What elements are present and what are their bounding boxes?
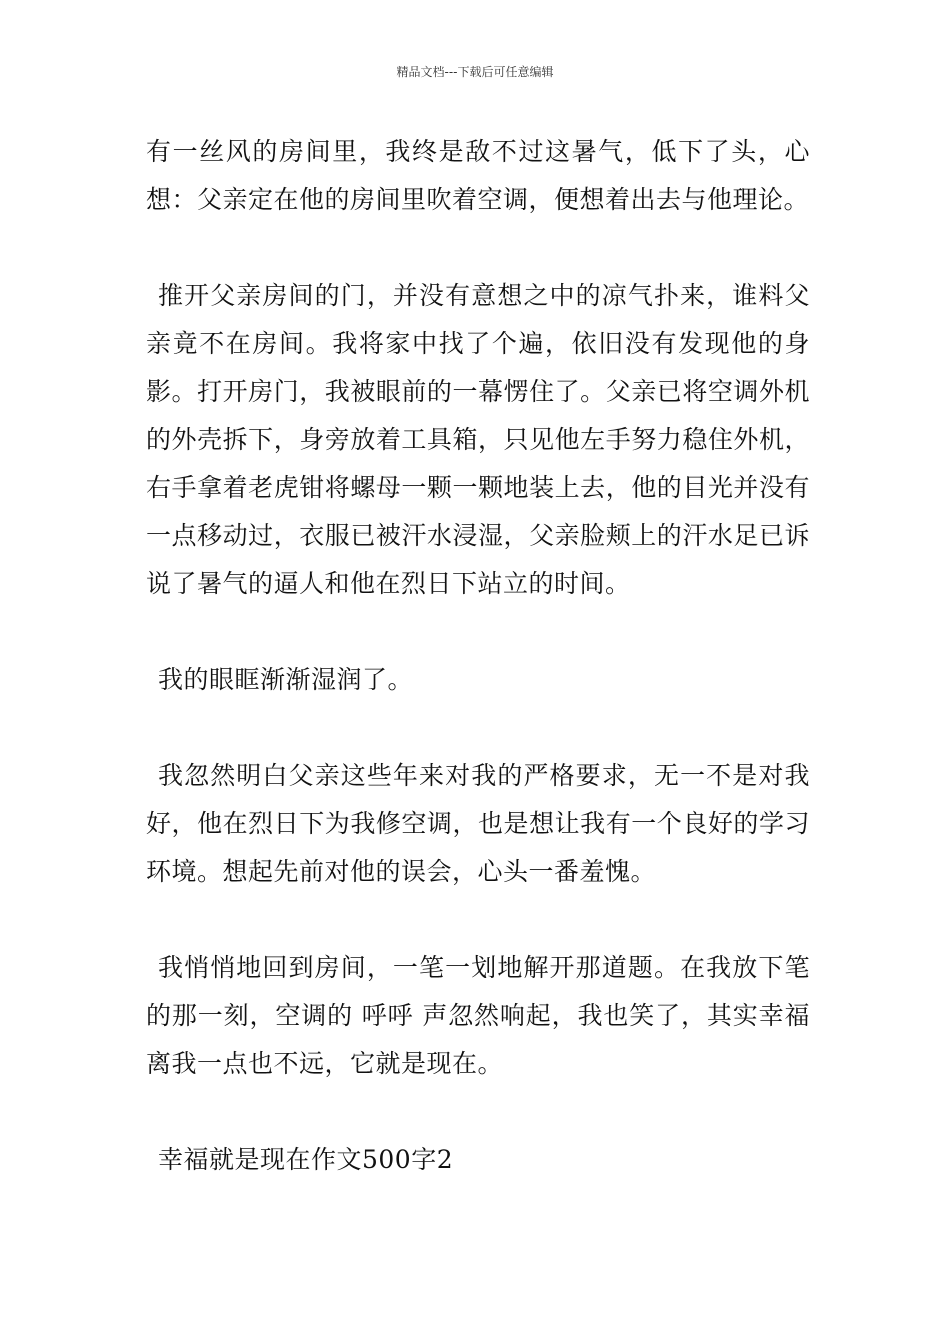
paragraph-spacer bbox=[146, 896, 810, 944]
paragraph-4: 我忽然明白父亲这些年来对我的严格要求，无一不是对我好，他在烈日下为我修空调，也是想让我有一个良好的学习环境。想起先前对他的误会，心头一番羞愧。 bbox=[146, 761, 810, 886]
paragraph-spacer bbox=[146, 704, 810, 752]
paragraph-spacer bbox=[146, 1088, 810, 1136]
paragraph-2: 推开父亲房间的门，并没有意想之中的凉气扑来，谁料父亲竟不在房间。我将家中找了个遍，依旧没有发现他的身影。打开房门，我被眼前的一幕愣住了。父亲已将空调外机的外壳拆下，身旁放着工具箱，只见他左手努力稳住外机，右手拿着老虎钳将螺母一颗一颗地装上去，他的目光并没有一点移动过，衣服已被汗水浸湿，父亲脸颊上的汗水足已诉说了暑气的逼人和他在烈日下站立的时间。 bbox=[146, 281, 810, 598]
page-header: 精品文档---下载后可任意编辑 bbox=[396, 65, 554, 79]
paragraph-1: 有一丝风的房间里，我终是敌不过这暑气，低下了头，心想：父亲定在他的房间里吹着空调，便想着出去与他理论。 bbox=[146, 137, 810, 214]
paragraph-spacer bbox=[146, 608, 810, 656]
document-body bbox=[146, 128, 810, 1184]
section-heading: 幸福就是现在作文500字2 bbox=[158, 1145, 454, 1174]
paragraph-3: 我的眼眶渐渐湿润了。 bbox=[158, 665, 414, 694]
paragraph-spacer bbox=[146, 224, 810, 272]
paragraph-5: 我悄悄地回到房间，一笔一划地解开那道题。在我放下笔的那一刻，空调的 呼呼 声忽然响起，我也笑了，其实幸福离我一点也不远，它就是现在。 bbox=[146, 953, 810, 1078]
